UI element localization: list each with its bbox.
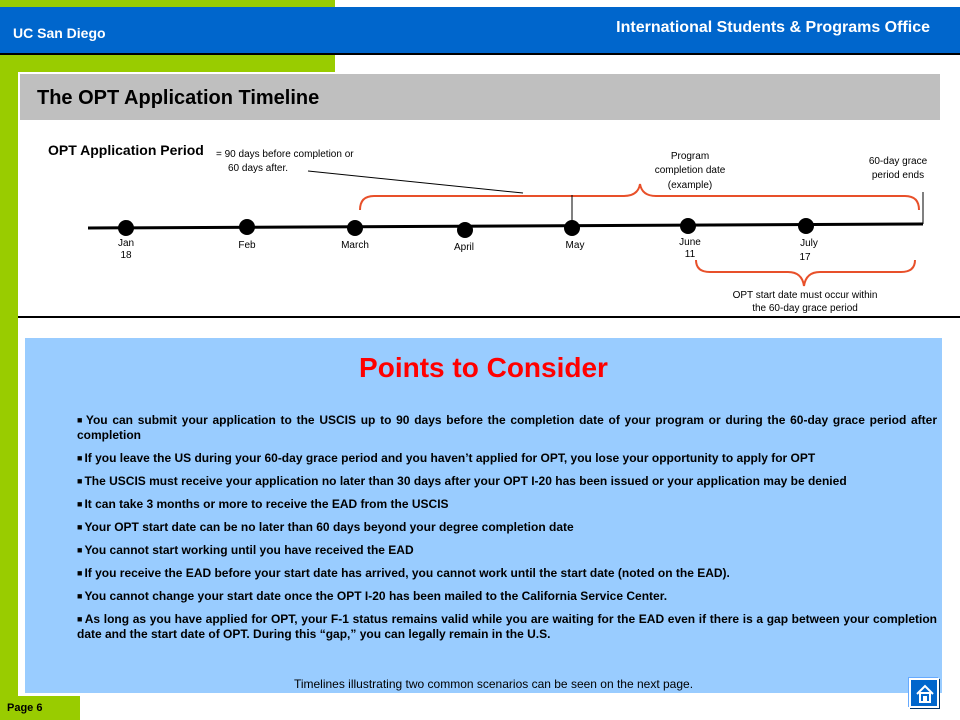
list-item <box>77 589 937 604</box>
list-item-text: If you leave the US during your 60-day grace period and you haven’t applied for OPT, you lose your opportunity to apply for OPT <box>84 451 816 465</box>
month-label-jan: Jan <box>117 238 135 249</box>
footnote: Timelines illustrating two common scenarios can be seen on the next page. <box>293 677 694 691</box>
page-title: The OPT Application Timeline <box>37 87 320 109</box>
points-list <box>77 413 937 650</box>
bullet-square-icon: ■ <box>77 522 83 532</box>
bullet-square-icon: ■ <box>77 453 83 463</box>
bullet-square-icon: ■ <box>77 591 83 601</box>
month-dot-march <box>347 220 363 236</box>
period-desc-line2: 60 days after. <box>228 163 289 174</box>
list-item <box>77 474 937 489</box>
application-period-brace <box>360 184 919 210</box>
month-dot-july <box>798 218 814 234</box>
list-item-text: It can take 3 months or more to receive the EAD from the USCIS <box>84 497 449 511</box>
month-dot-feb <box>239 219 255 235</box>
home-icon <box>914 683 936 705</box>
left-accent-bar <box>0 0 18 720</box>
timeline-axis <box>88 224 923 228</box>
month-sublabel-jan: 18 <box>120 250 132 261</box>
month-dot-may <box>564 220 580 236</box>
list-item-text: Your OPT start date can be no later than 60 days beyond your degree completion date <box>84 520 574 534</box>
period-pointer-line <box>308 171 523 193</box>
list-item-text: The USCIS must receive your application no later than 30 days after your OPT I-20 has been issued or your application may be denied <box>84 474 847 488</box>
grace-period-brace <box>696 260 915 286</box>
opt-start-line1: OPT start date must occur within <box>732 290 878 301</box>
timeline-panel <box>18 120 960 318</box>
month-sublabel-june: 11 <box>684 249 696 260</box>
org-name: UC San Diego <box>13 25 106 41</box>
month-sublabel-july: 17 <box>799 252 811 263</box>
month-label-feb: Feb <box>238 240 256 251</box>
bullet-square-icon: ■ <box>77 415 84 425</box>
list-item <box>77 497 937 512</box>
page-number: Page 6 <box>7 702 43 714</box>
bullet-square-icon: ■ <box>77 499 83 509</box>
bullet-square-icon: ■ <box>77 614 83 624</box>
list-item-text: You can submit your application to the USCIS up to 90 days before the completion date of your program or during the 60-day grace period after completion <box>77 413 938 442</box>
list-item-text: You cannot start working until you have received the EAD <box>84 543 414 557</box>
completion-label-line1: Program <box>670 151 710 162</box>
timeline-diagram <box>18 120 960 318</box>
month-label-july: July <box>800 238 818 249</box>
office-name: International Students & Programs Office <box>616 19 930 36</box>
list-item <box>77 566 937 581</box>
month-dot-jan <box>118 220 134 236</box>
completion-label-line3: (example) <box>667 180 713 191</box>
list-item <box>77 451 937 466</box>
list-item <box>77 520 937 535</box>
points-title: Points to Consider <box>359 352 608 383</box>
period-label: OPT Application Period <box>48 142 204 158</box>
bullet-square-icon: ■ <box>77 476 83 486</box>
header-bar <box>0 7 960 55</box>
grace-end-line2: period ends <box>871 170 925 181</box>
list-item-text: As long as you have applied for OPT, your F-1 status remains valid while you are waiting for the EAD even if there is a gap between your completion date and the start date of OPT. During this “gap,” you can legally remain in the U.S. <box>77 612 937 641</box>
list-item-text: You cannot change your start date once the OPT I-20 has been mailed to the California Service Center. <box>84 589 668 603</box>
list-item <box>77 543 937 558</box>
completion-label-line2: completion date <box>654 165 726 176</box>
month-dot-june <box>680 218 696 234</box>
bullet-square-icon: ■ <box>77 568 83 578</box>
home-button[interactable] <box>909 678 939 708</box>
month-label-april: April <box>453 242 475 253</box>
period-desc-line1: = 90 days before completion or <box>216 149 354 160</box>
list-item <box>77 413 937 443</box>
opt-start-line2: the 60-day grace period <box>752 303 858 314</box>
month-label-may: May <box>565 240 585 251</box>
month-dot-april <box>457 222 473 238</box>
bullet-square-icon: ■ <box>77 545 83 555</box>
points-panel <box>25 338 942 693</box>
month-label-march: March <box>341 240 369 251</box>
grace-end-line1: 60-day grace <box>868 156 928 167</box>
month-label-june: June <box>679 237 701 248</box>
list-item <box>77 612 937 642</box>
title-bar <box>20 74 940 120</box>
list-item-text: If you receive the EAD before your start date has arrived, you cannot work until the start date (noted on the EAD). <box>84 566 730 580</box>
